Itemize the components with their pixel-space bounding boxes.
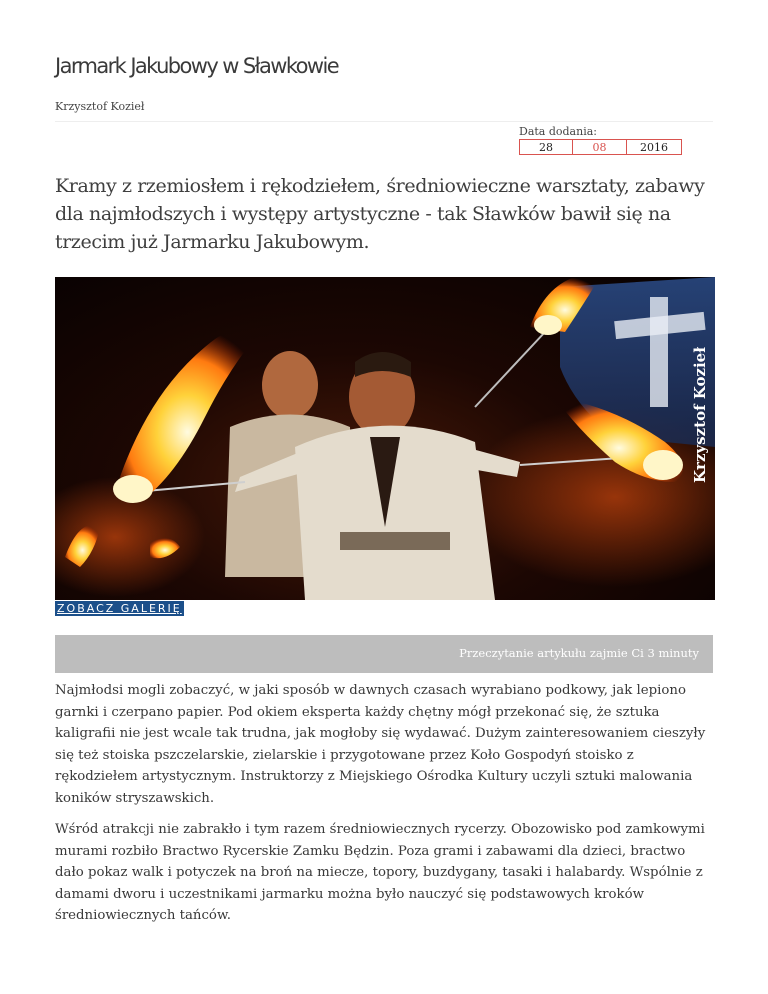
author-name[interactable]: Krzysztof Kozieł (55, 100, 145, 113)
article-lead: Kramy z rzemiosłem i rękodziełem, średniowieczne warsztaty, zabawy dla najmłodszych i występy artystyczne - tak Sławków bawił się na trzecim już Jarmarku Jakubowym. (55, 175, 705, 253)
date-year: 2016 (627, 139, 682, 155)
page-title: Jarmark Jakubowy w Sławkowie (55, 54, 339, 78)
date-month: 08 (573, 139, 627, 155)
fire-show-image (55, 277, 715, 600)
header-divider (55, 121, 713, 122)
date-day: 28 (519, 139, 573, 155)
date-boxes (519, 139, 682, 155)
reading-time-text: Przeczytanie artykułu zajmie Ci 3 minuty (459, 646, 699, 660)
date-label: Data dodania: (519, 125, 597, 138)
date-added (519, 125, 682, 155)
article-paragraph: Najmłodsi mogli zobaczyć, w jaki sposób w dawnych czasach wyrabiano podkowy, jak lepiono garnki i czerpano papier. Pod okiem eksperta każdy chętny mógł przekonać się, że sztuka kaligrafii nie jest wcale tak trudna, jak mogłoby się wydawać. Dużym zainteresowaniem cieszyły się też stoiska pszczelarskie, zielarskie i przygotowane przez Koło Gospodyń stoisko z rękodziełem artystycznym. Instruktorzy z Miejskiego Ośrodka Kultury uczyli sztuki malowania koników stryszawskich. (55, 683, 706, 806)
article-photo[interactable] (55, 277, 715, 600)
view-gallery-link[interactable]: ZOBACZ GALERIĘ (57, 602, 182, 615)
article-body (55, 680, 715, 937)
photo-watermark: Krzysztof Kozieł (691, 347, 709, 483)
reading-time-bar (55, 635, 713, 673)
article-paragraph: Wśród atrakcji nie zabrakło i tym razem średniowiecznych rycerzy. Obozowisko pod zamkowymi murami rozbiło Bractwo Rycerskie Zamku Będzin. Poza grami i zabawami dla dzieci, bractwo dało pokaz walk i potyczek na broń na miecze, topory, buzdygany, tasaki i halabardy. Wspólnie z damami dworu i uczestnikami jarmarku można było nauczyć się podstawowych kroków średniowiecznych tańców. (55, 822, 705, 923)
